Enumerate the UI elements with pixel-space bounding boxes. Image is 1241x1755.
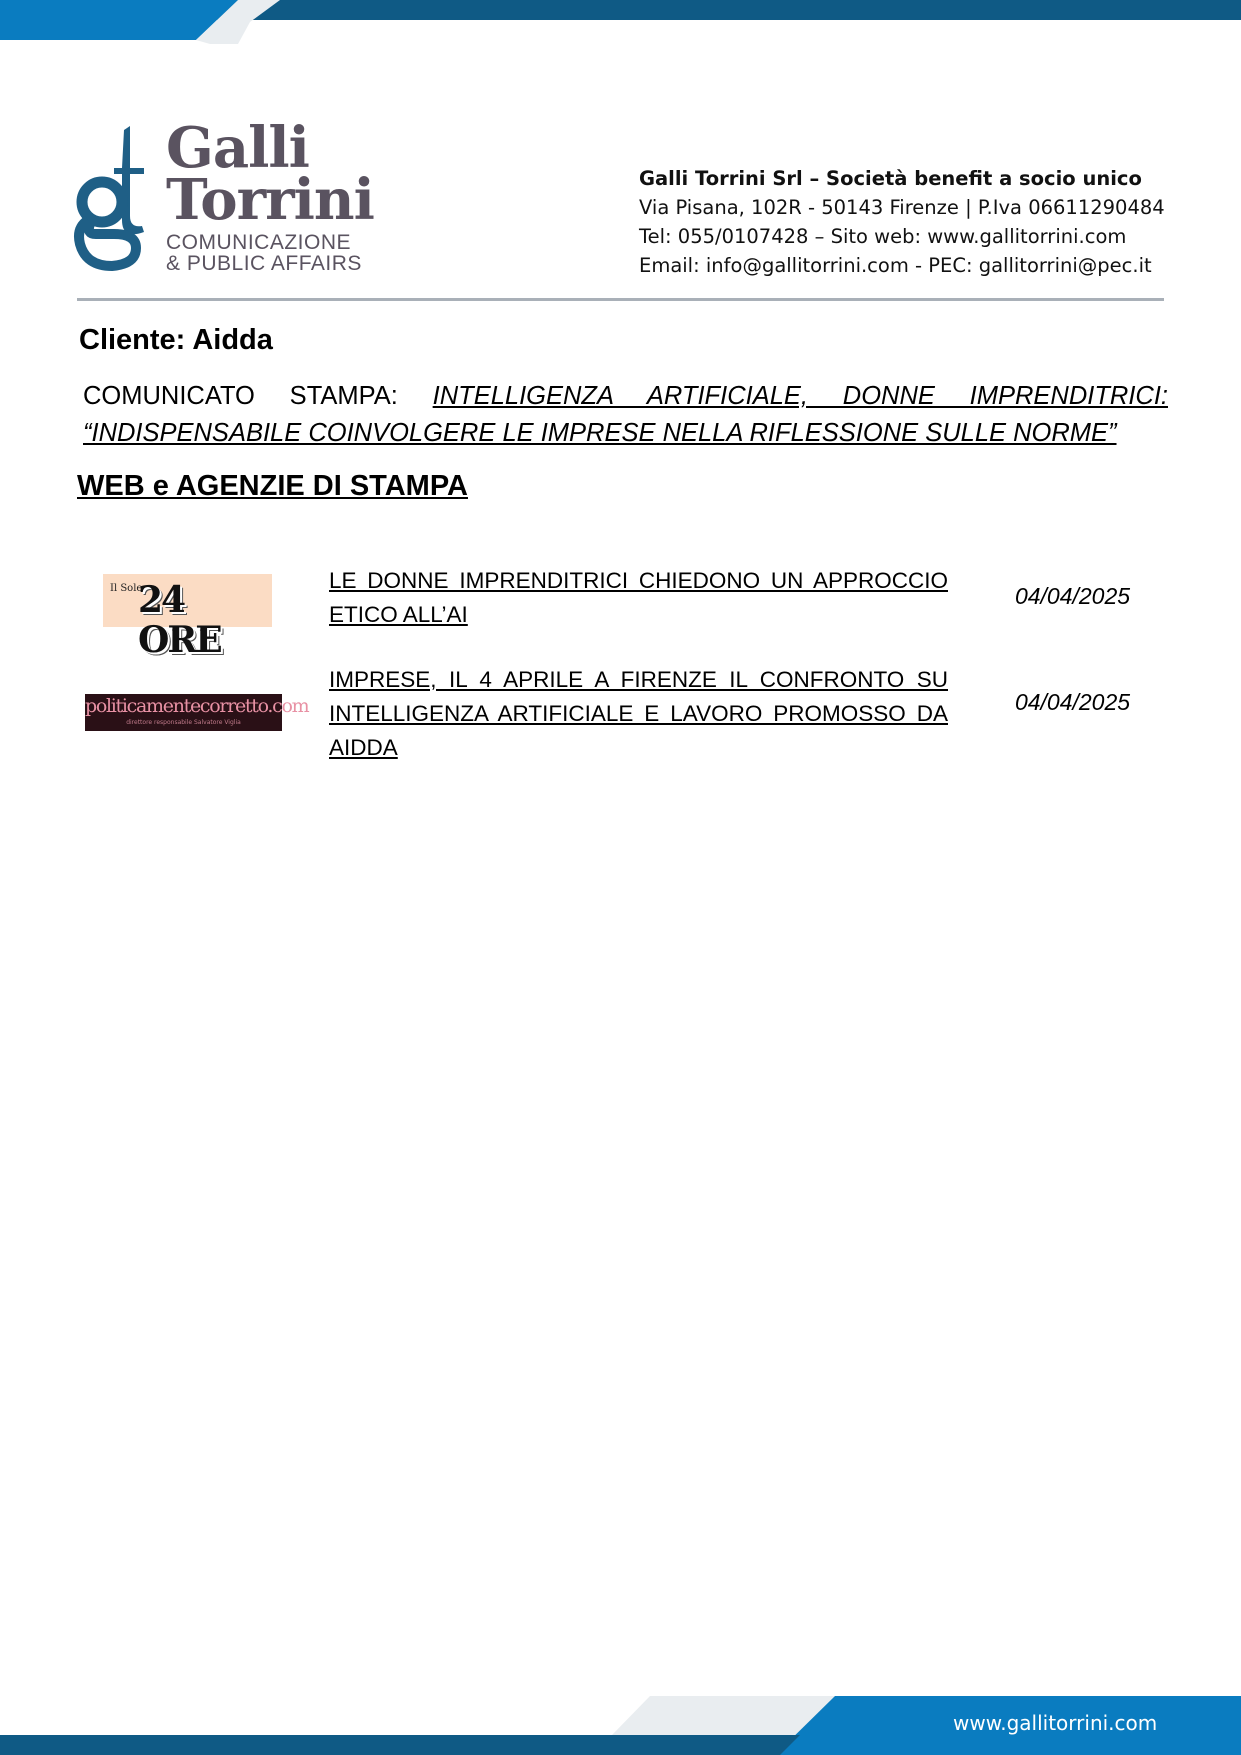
company-address: Via Pisana, 102R - 50143 Firenze | P.Iva 06611290484: [639, 196, 1165, 219]
company-emails: Email: info@gallitorrini.com - PEC: gallitorrini@pec.it: [639, 254, 1152, 277]
article-headline-link[interactable]: LE DONNE IMPRENDITRICI CHIEDONO UN APPROCCIO ETICO ALL’AI: [329, 568, 948, 627]
footer-website-link[interactable]: www.gallitorrini.com: [953, 1711, 1158, 1735]
politicamentecorretto-logo-text: politicamentecorretto.com: [85, 695, 309, 717]
gt-monogram-icon: [74, 124, 154, 274]
company-contacts: Tel: 055/0107428 – Sito web: www.gallitorrini.com: [639, 225, 1127, 248]
article-date: 04/04/2025: [1014, 583, 1131, 609]
company-info: [639, 164, 1199, 280]
client-heading: Cliente: Aidda: [79, 324, 273, 356]
logo-name-line1: Galli: [166, 115, 309, 181]
politicamentecorretto-logo: [85, 694, 309, 731]
logo-tagline-line2: & PUBLIC AFFAIRS: [166, 252, 362, 275]
logo-tagline-line1: COMUNICAZIONE: [166, 231, 351, 254]
article-headline-link[interactable]: IMPRESE, IL 4 APRILE A FIRENZE IL CONFRONTO SU INTELLIGENZA ARTIFICIALE E LAVORO PROMOSSO DA AIDDA: [329, 667, 948, 760]
logo-name-line2: Torrini: [166, 167, 374, 233]
article-date: 04/04/2025: [1014, 689, 1131, 715]
sole-logo-small-text: Il Sole: [110, 583, 143, 594]
sole-24-ore-logo: [103, 574, 272, 661]
header-divider: [77, 298, 1164, 301]
press-release-title[interactable]: INTELLIGENZA ARTIFICIALE, DONNE IMPRENDITRICI: “INDISPENSABILE COINVOLGERE LE IMPRESE NELLA RIFLESSIONE SULLE NORME”: [83, 382, 1168, 447]
company-name: Galli Torrini Srl – Società benefit a socio unico: [639, 167, 1142, 190]
company-logo: [74, 115, 384, 280]
section-title: WEB e AGENZIE DI STAMPA: [77, 470, 468, 502]
sole-logo-big-text: 24 ORE: [138, 579, 221, 661]
top-decorative-band: [0, 0, 1241, 44]
press-release: [83, 378, 1168, 452]
politicamentecorretto-logo-subtext: direttore responsabile Salvatore Viglia: [126, 719, 241, 726]
press-release-label: COMUNICATO STAMPA:: [83, 382, 433, 410]
